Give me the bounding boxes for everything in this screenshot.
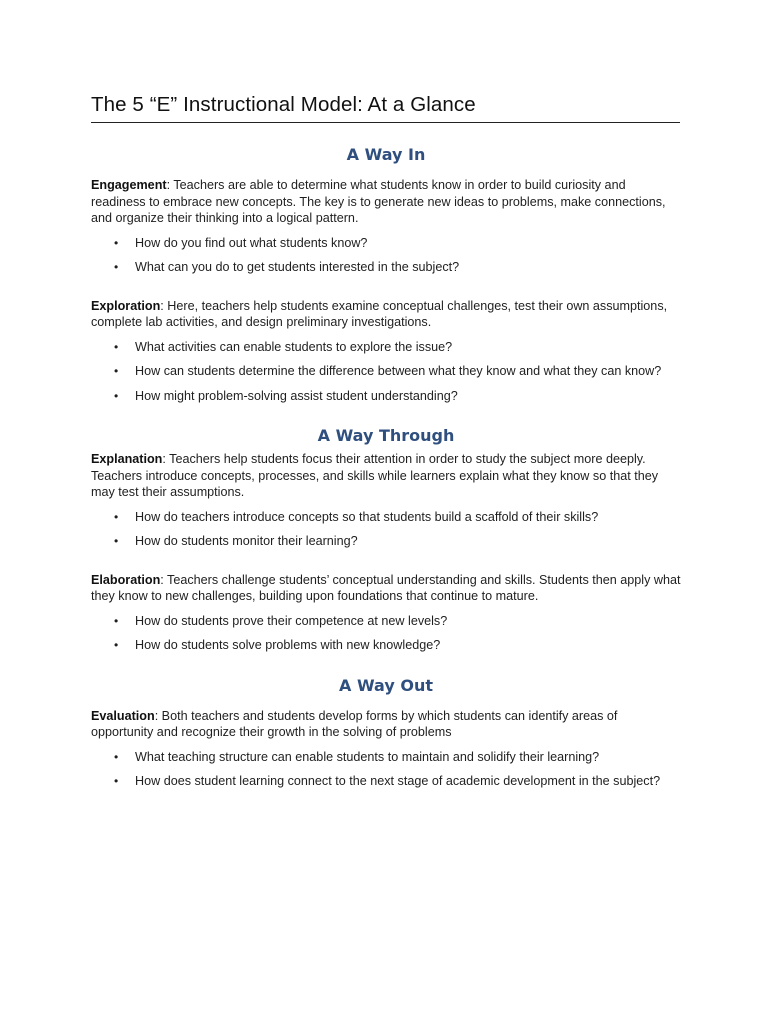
definition-text: : Here, teachers help students examine conceptual challenges, test their own assumptions, complete lab activities, and design preliminary investigations. (91, 298, 668, 329)
block-engagement (91, 177, 681, 276)
definition-paragraph (91, 451, 681, 501)
definition-text: : Teachers are able to determine what students know in order to build curiosity and readiness to embrace new concepts. The key is to generate new ideas to problems, make connections, and organize their thinking into a logical pattern. (91, 178, 666, 225)
page-title: The 5 “E” Instructional Model: At a Glance (91, 93, 476, 116)
block-evaluation (91, 708, 681, 790)
question-list (91, 613, 681, 654)
section-heading: A Way Through (317, 426, 455, 445)
question-text: How do students monitor their learning? (135, 534, 358, 548)
definition-text: : Both teachers and students develop forms by which students can identify areas of opportunity and recognize their growth in the solving of problems (91, 708, 618, 739)
list-item (91, 235, 681, 252)
question-list (91, 509, 681, 550)
question-text: How does student learning connect to the next stage of academic development in the subject? (135, 774, 661, 788)
bullet-icon: • (114, 235, 119, 250)
document-page (91, 92, 681, 790)
section-a-way-through (91, 426, 681, 654)
definition-text: : Teachers help students focus their attention in order to study the subject more deeply. Teachers introduce concepts, processes, and skills while learners explain what they know so that they may test their assumptions. (91, 452, 659, 499)
section-heading: A Way Out (339, 675, 433, 695)
term-label: Engagement (91, 178, 167, 192)
definition-paragraph (91, 572, 681, 605)
question-text: How do you find out what students know? (135, 235, 368, 250)
question-text: How do students prove their competence at new levels? (135, 613, 448, 628)
definition-paragraph (91, 708, 681, 741)
section-a-way-out (91, 676, 681, 790)
bullet-icon: • (114, 388, 119, 403)
bullet-icon: • (114, 339, 119, 354)
definition-paragraph (91, 177, 681, 227)
bullet-icon: • (114, 613, 119, 628)
question-text: What can you do to get students interested in the subject? (135, 260, 460, 274)
bullet-icon: • (114, 749, 119, 764)
list-item (91, 533, 681, 550)
question-text: How do students solve problems with new knowledge? (135, 638, 441, 652)
bullet-icon: • (114, 638, 119, 652)
bullet-icon: • (114, 364, 119, 378)
question-text: What activities can enable students to explore the issue? (135, 339, 453, 354)
list-item (91, 773, 681, 790)
list-item (91, 509, 681, 526)
term-label: Explanation (91, 452, 163, 466)
question-text: How can students determine the difference between what they know and what they can know? (135, 364, 662, 378)
question-text: What teaching structure can enable students to maintain and solidify their learning? (135, 749, 600, 764)
list-item (91, 259, 681, 276)
section-a-way-in (91, 145, 681, 404)
term-label: Exploration (91, 298, 161, 313)
bullet-icon: • (114, 534, 119, 548)
definition-text: : Teachers challenge students’ conceptual understanding and skills. Students then apply what they know to new challenges, building upon foundations that continue to mature. (91, 572, 681, 603)
section-heading: A Way In (346, 145, 426, 164)
question-text: How do teachers introduce concepts so that students build a scaffold of their skills? (135, 509, 599, 524)
bullet-icon: • (114, 509, 119, 524)
list-item (91, 613, 681, 630)
question-list (91, 749, 681, 790)
term-label: Elaboration (91, 572, 161, 587)
term-label: Evaluation (91, 708, 155, 723)
question-text: How might problem-solving assist student understanding? (135, 388, 458, 403)
question-list (91, 235, 681, 276)
bullet-icon: • (114, 260, 119, 274)
list-item (91, 749, 681, 766)
definition-paragraph (91, 298, 681, 331)
bullet-icon: • (114, 774, 119, 788)
list-item (91, 363, 681, 380)
question-list (91, 339, 681, 405)
block-exploration (91, 298, 681, 405)
block-elaboration (91, 572, 681, 654)
list-item (91, 637, 681, 654)
list-item (91, 339, 681, 356)
block-explanation (91, 451, 681, 550)
list-item (91, 388, 681, 405)
